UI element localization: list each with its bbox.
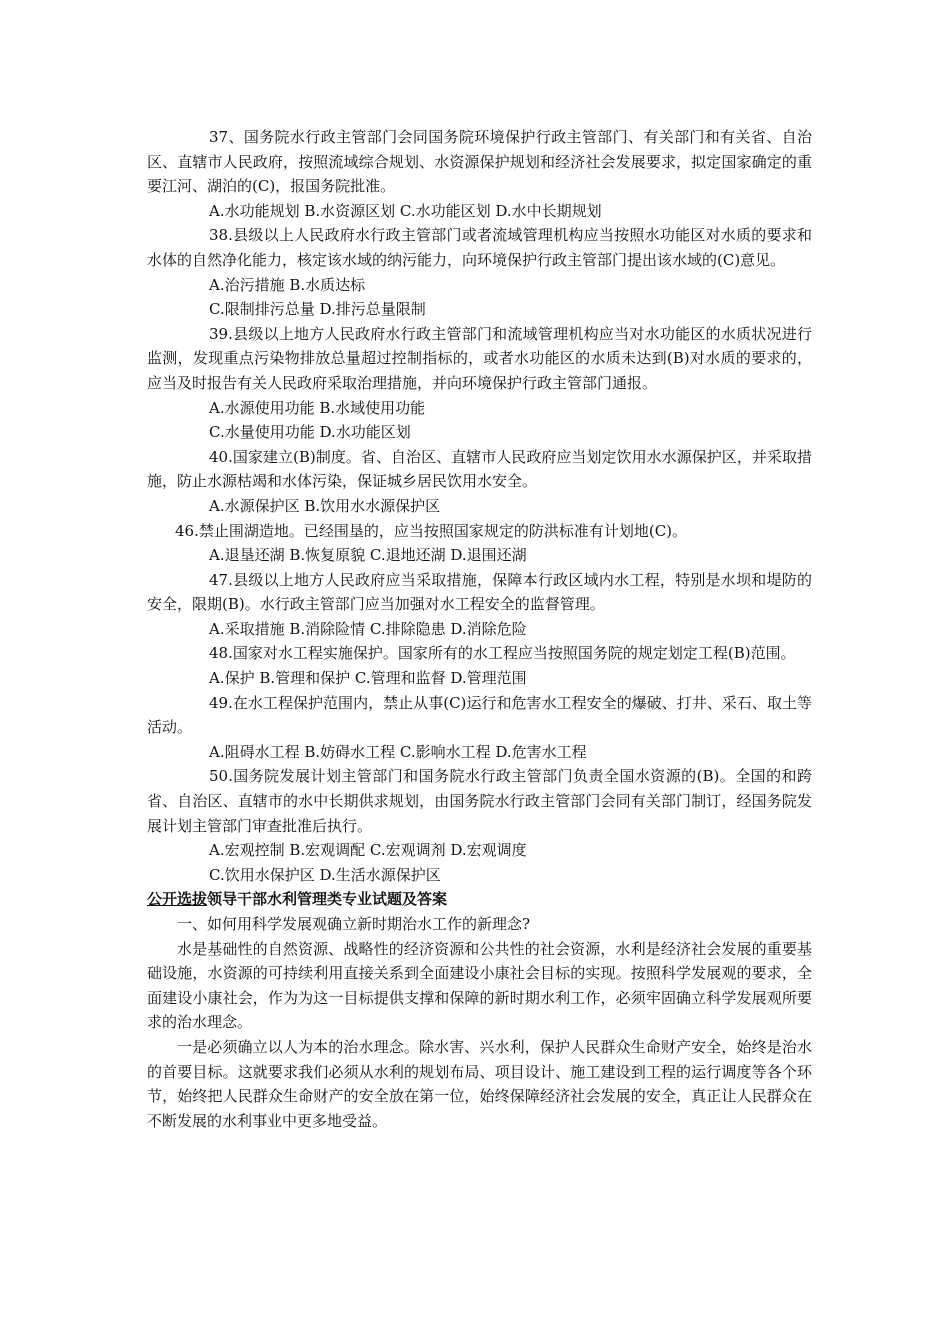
question-50: 50.国务院发展计划主管部门和国务院水行政主管部门负责全国水资源的(B)。全国的和跨省、自治区、直辖市的水中长期供求规划，由国务院水行政主管部门会同有关部门制订，经国务院发展计划主管部门审查批准后执行。 xyxy=(147,767,812,835)
question-50-options-1: A.宏观控制 B.宏观调配 C.宏观调剂 D.宏观调度 xyxy=(209,841,527,860)
question-39: 39.县级以上地方人民政府水行政主管部门和流域管理机构应当对水功能区的水质状况进行监测，发现重点污染物排放总量超过控制指标的，或者水功能区的水质未达到(B)对水质的要求的，应当及时报告有关人民政府采取治理措施，并向环境保护行政主管部门通报。 xyxy=(147,324,812,392)
question-49: 49.在水工程保护范围内，禁止从事(C)运行和危害水工程安全的爆破、打井、采石、取土等活动。 xyxy=(147,693,812,737)
question-40-options: A.水源保护区 B.饮用水水源保护区 xyxy=(209,496,441,515)
question-47-options: A.采取措施 B.消除险情 C.排除隐患 D.消除危险 xyxy=(209,619,527,638)
question-47: 47.县级以上地方人民政府应当采取措施，保障本行政区域内水工程，特别是水坝和堤防的安全，限期(B)。水行政主管部门应当加强对水工程安全的监督管理。 xyxy=(147,570,812,614)
essay-paragraph-1: 水是基础性的自然资源、战略性的经济资源和公共性的社会资源，水利是经济社会发展的重要基础设施，水资源的可持续利用直接关系到全面建设小康社会目标的实现。按照科学发展观的要求，全面建设小康社会，作为为这一目标提供支撑和保障的新时期水利工作，必须牢固确立科学发展观所要求的治水理念。 xyxy=(147,939,812,1032)
question-38: 38.县级以上人民政府水行政主管部门或者流域管理机构应当按照水功能区对水质的要求和水体的自然净化能力，核定该水域的纳污能力，向环境保护行政主管部门提出该水域的(C)意见。 xyxy=(147,226,812,269)
document-page xyxy=(147,125,812,1133)
question-46: 46.禁止围湖造地。已经围垦的，应当按照国家规定的防洪标准有计划地(C)。 xyxy=(175,521,688,540)
question-37: 37、国务院水行政主管部门会同国务院环境保护行政主管部门、有关部门和有关省、自治区、直辖市人民政府，按照流域综合规划、水资源保护规划和经济社会发展要求，拟定国家确定的重要江河、湖泊的(C)，报国务院批准。 xyxy=(147,128,812,196)
heading-rest: 领导干部水利管理类专业试题及答案 xyxy=(207,890,448,909)
heading-underlined: 公开选拔 xyxy=(147,890,208,909)
question-48: 48.国家对水工程实施保护。国家所有的水工程应当按照国务院的规定划定工程(B)范围。 xyxy=(209,644,796,663)
question-48-options: A.保护 B.管理和保护 C.管理和监督 D.管理范围 xyxy=(209,669,527,688)
question-39-options-1: A.水源使用功能 B.水域使用功能 xyxy=(209,398,426,417)
question-50-options-2: C.饮用水保护区 D.生活水源保护区 xyxy=(209,865,441,884)
section-heading xyxy=(147,887,812,912)
question-38-options-1: A.治污措施 B.水质达标 xyxy=(209,275,366,294)
question-49-options: A.阻碍水工程 B.妨碍水工程 C.影响水工程 D.危害水工程 xyxy=(209,742,587,761)
question-39-options-2: C.水量使用功能 D.水功能区划 xyxy=(209,423,411,442)
question-38-options-2: C.限制排污总量 D.排污总量限制 xyxy=(209,300,426,319)
essay-question-1: 一、如何用科学发展观确立新时期治水工作的新理念? xyxy=(177,915,531,933)
question-46-options: A.退垦还湖 B.恢复原貌 C.退地还湖 D.退围还湖 xyxy=(209,546,527,565)
question-37-options: A.水功能规划 B.水资源区划 C.水功能区划 D.水中长期规划 xyxy=(209,201,602,220)
question-40: 40.国家建立(B)制度。省、自治区、直辖市人民政府应当划定饮用水水源保护区，并采取措施，防止水源枯竭和水体污染，保证城乡居民饮用水安全。 xyxy=(147,447,812,491)
essay-paragraph-2: 一是必须确立以人为本的治水理念。除水害、兴水利，保护人民群众生命财产安全，始终是治水的首要目标。这就要求我们必须从水利的规划布局、项目设计、施工建设到工程的运行调度等各个环节，始终把人民群众生命财产的安全放在第一位，始终保障经济社会发展的安全，真正让人民群众在不断发展的水利事业中更多地受益。 xyxy=(147,1037,812,1130)
